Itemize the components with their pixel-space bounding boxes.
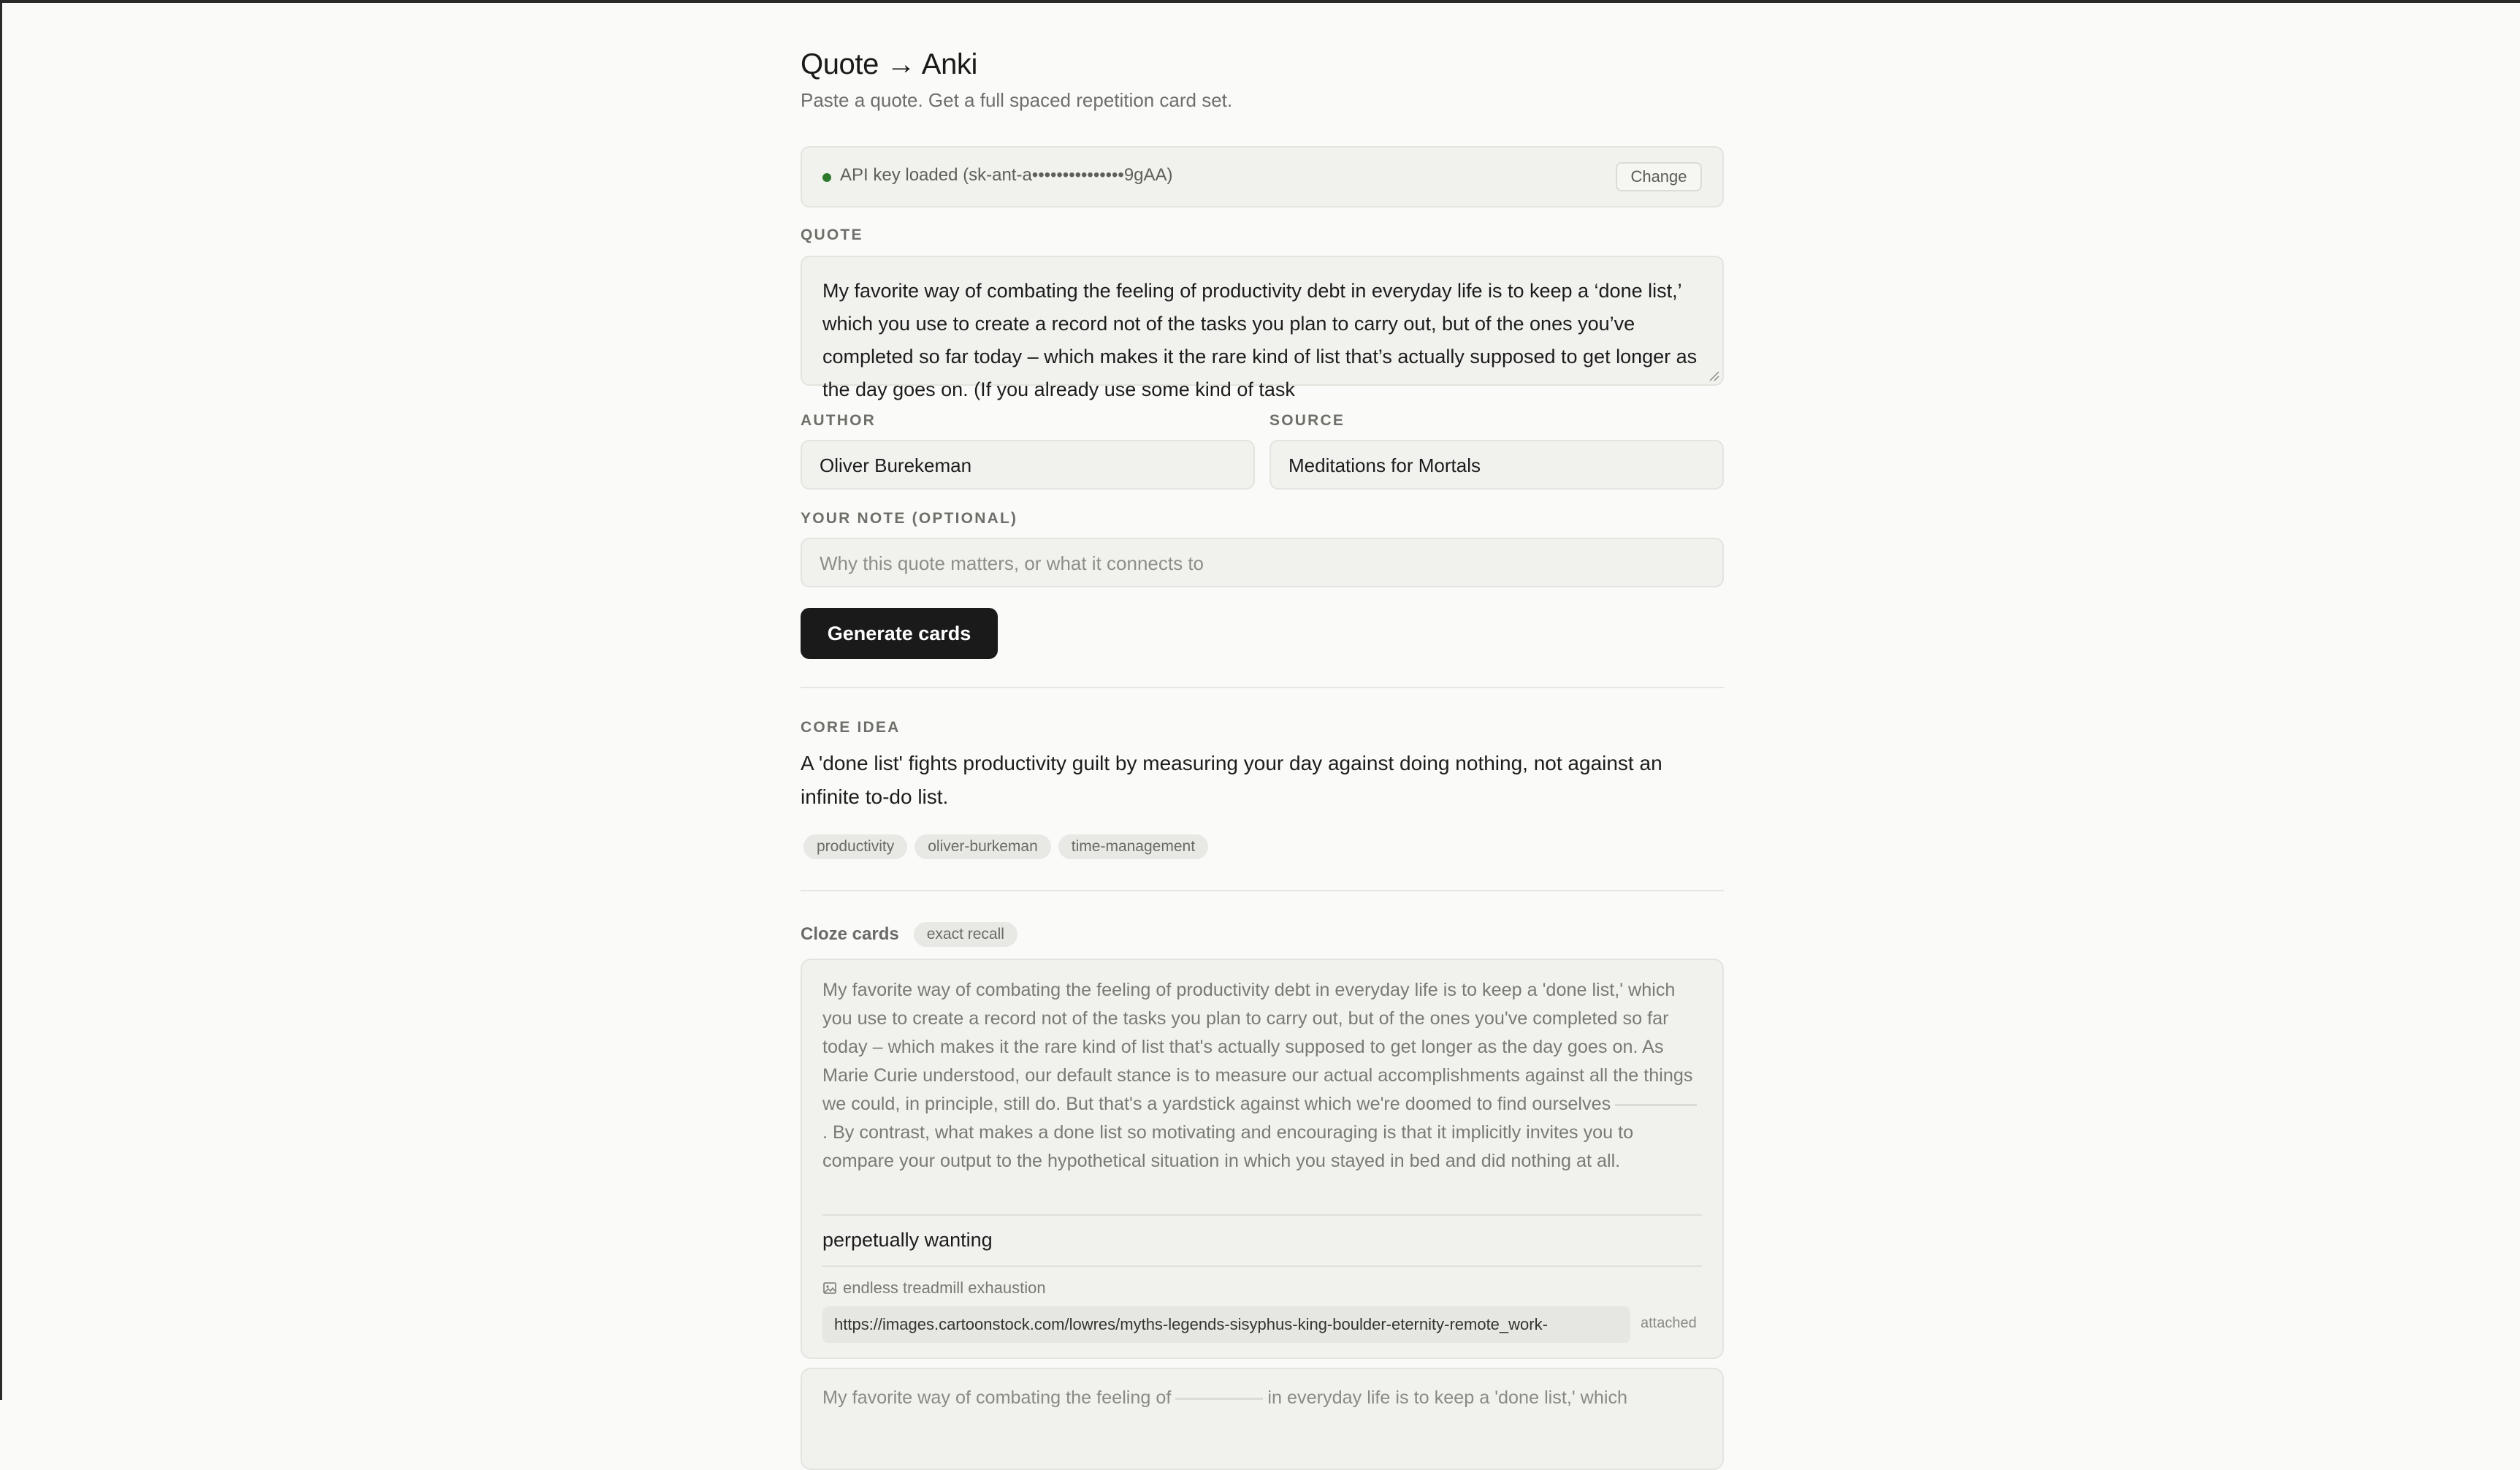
cloze-cards-header	[801, 922, 1017, 947]
cloze-answer: perpetually wanting	[822, 1229, 993, 1251]
section-divider	[801, 890, 1724, 891]
window-top-border	[0, 0, 2520, 3]
api-key-status-bar	[801, 146, 1724, 207]
quote-textarea-value: My favorite way of combating the feeling of productivity debt in everyday life is to keep a ‘done list,’ which you use to create a record not of the tasks you plan to carry out, but of the ones you’ve completed so far today – which makes it the rare kind of list that’s actually supposed to get longer as the day goes on. (If you already use some kind of task	[822, 280, 1698, 400]
cloze-text-before: My favorite way of combating the feeling of	[822, 1387, 1172, 1408]
author-input-value: Oliver Burekeman	[820, 454, 972, 476]
image-suggestion	[822, 1279, 1046, 1298]
tag: productivity	[803, 834, 907, 859]
image-suggestion-label: endless treadmill exhaustion	[843, 1279, 1046, 1297]
source-input[interactable]	[1269, 440, 1724, 490]
note-input-placeholder: Why this quote matters, or what it connects to	[820, 552, 1204, 574]
page-subtitle: Paste a quote. Get a full spaced repetition card set.	[801, 89, 1233, 111]
image-icon	[822, 1281, 837, 1295]
tag-list	[803, 834, 1208, 859]
tag: oliver-burkeman	[915, 834, 1051, 859]
api-key-status-text: API key loaded (sk-ant-a•••••••••••••••9gAA)	[840, 165, 1173, 185]
author-input[interactable]	[801, 440, 1255, 490]
cloze-card-text	[822, 1384, 1706, 1412]
source-input-value: Meditations for Mortals	[1288, 454, 1481, 476]
core-idea-label: CORE IDEA	[801, 719, 901, 736]
cloze-blank	[1175, 1398, 1263, 1400]
generate-cards-button[interactable]: Generate cards	[801, 608, 998, 659]
cloze-card	[801, 959, 1724, 1359]
change-api-key-button[interactable]: Change	[1616, 162, 1702, 191]
quote-textarea[interactable]	[801, 256, 1724, 400]
image-url-value: https://images.cartoonstock.com/lowres/myths-legends-sisyphus-king-boulder-eternity-remote_work-	[834, 1315, 1548, 1333]
image-url-input[interactable]	[822, 1306, 1630, 1343]
cloze-type-badge: exact recall	[914, 922, 1017, 947]
author-label: AUTHOR	[801, 412, 877, 429]
cloze-card-text	[822, 976, 1706, 1176]
quote-label: QUOTE	[801, 226, 863, 243]
note-input[interactable]	[801, 538, 1724, 587]
window-left-border	[0, 0, 2, 1400]
cloze-text-before: My favorite way of combating the feeling of productivity debt in everyday life is to keep a 'done list,' which you use to create a record not of the tasks you plan to carry out, but of the ones you've completed so far today – which makes it the rare kind of list that's actually supposed to get longer as the day goes on. As Marie Curie understood, our default stance is to measure our actual accomplishments against all the things we could, in principle, still do. But that's a yardstick against which we're doomed to find ourselves	[822, 980, 1693, 1114]
attached-status: attached	[1641, 1315, 1697, 1331]
tag: time-management	[1058, 834, 1208, 859]
cloze-text-after: . By contrast, what makes a done list so motivating and encouraging is that it implicitly invites you to compare your output to the hypothetical situation in which you stayed in bed and did nothing at all.	[822, 1122, 1634, 1171]
status-dot-icon	[822, 173, 831, 182]
resize-grip-icon[interactable]	[1708, 370, 1719, 381]
source-label: SOURCE	[1269, 412, 1345, 429]
cloze-blank	[1615, 1104, 1697, 1106]
note-label: YOUR NOTE (OPTIONAL)	[801, 510, 1018, 527]
page-title: Quote → Anki	[801, 48, 977, 80]
cloze-card	[801, 1368, 1724, 1470]
section-divider	[801, 687, 1724, 688]
cloze-cards-title: Cloze cards	[801, 924, 899, 944]
core-idea-text: A 'done list' fights productivity guilt by measuring your day against doing nothing, not against an infinite to-do list.	[801, 752, 1662, 808]
cloze-text-after: in everyday life is to keep a 'done list,' which	[1267, 1387, 1628, 1408]
card-divider	[822, 1214, 1702, 1216]
card-divider	[822, 1265, 1702, 1267]
